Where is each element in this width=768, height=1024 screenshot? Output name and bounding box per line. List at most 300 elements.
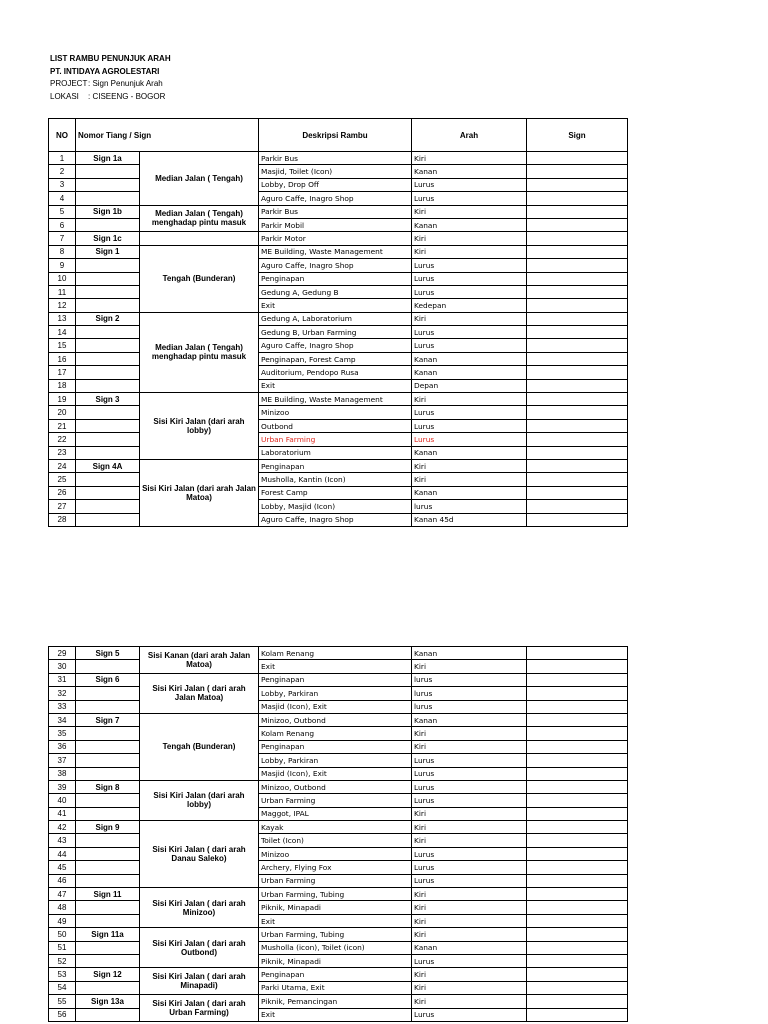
sign-description: Urban Farming, Tubing [259, 928, 412, 941]
row-number: 10 [49, 272, 76, 285]
row-number: 16 [49, 352, 76, 365]
sign-image-cell [527, 754, 628, 767]
sign-location: Tengah (Bunderan) [140, 245, 259, 312]
sign-direction: Lurus [412, 419, 527, 432]
project-label: PROJECT [50, 79, 88, 88]
sign-id: Sign 7 [76, 713, 140, 726]
row-number: 9 [49, 259, 76, 272]
sign-id: Sign 11a [76, 928, 140, 941]
sign-description: Laboratorium [259, 446, 412, 459]
table-row [49, 312, 628, 325]
sign-image-cell [527, 486, 628, 499]
row-number: 32 [49, 687, 76, 700]
sign-image-cell [527, 406, 628, 419]
table-row [49, 954, 628, 967]
sign-direction: Kiri [412, 245, 527, 258]
sign-direction: Kiri [412, 807, 527, 820]
row-number: 29 [49, 647, 76, 660]
table-row [49, 687, 628, 700]
row-number: 43 [49, 834, 76, 847]
sign-image-cell [527, 419, 628, 432]
row-number: 13 [49, 312, 76, 325]
sign-location: Median Jalan ( Tengah) menghadap pintu masuk [140, 205, 259, 232]
row-number: 50 [49, 928, 76, 941]
row-number: 40 [49, 794, 76, 807]
sign-direction: lurus [412, 500, 527, 513]
sign-location [140, 232, 259, 245]
table-row [49, 218, 628, 231]
row-number: 34 [49, 713, 76, 726]
table-row [49, 393, 628, 406]
table-row [49, 794, 628, 807]
table-row [49, 486, 628, 499]
sign-direction: Kiri [412, 393, 527, 406]
sign-image-cell [527, 807, 628, 820]
sign-image-cell [527, 218, 628, 231]
sign-direction: Kiri [412, 914, 527, 927]
row-number: 24 [49, 459, 76, 472]
table-row [49, 713, 628, 726]
table-row [49, 446, 628, 459]
table-row [49, 192, 628, 205]
row-number: 12 [49, 299, 76, 312]
sign-id [76, 366, 140, 379]
sign-table-page-1 [48, 118, 628, 527]
table-row [49, 780, 628, 793]
sign-description: Parki Utama, Exit [259, 981, 412, 994]
sign-direction: Kiri [412, 473, 527, 486]
sign-id: Sign 1a [76, 152, 140, 165]
sign-image-cell [527, 500, 628, 513]
row-number: 17 [49, 366, 76, 379]
sign-image-cell [527, 326, 628, 339]
sign-image-cell [527, 165, 628, 178]
sign-description: Kayak [259, 821, 412, 834]
sign-id [76, 700, 140, 713]
sign-direction: Kiri [412, 821, 527, 834]
row-number: 51 [49, 941, 76, 954]
sign-description: Toilet (Icon) [259, 834, 412, 847]
sign-image-cell [527, 821, 628, 834]
sign-location: Sisi Kiri Jalan ( dari arah Minapadi) [140, 968, 259, 995]
sign-id [76, 981, 140, 994]
row-number: 14 [49, 326, 76, 339]
sign-image-cell [527, 299, 628, 312]
table-row [49, 740, 628, 753]
sign-image-cell [527, 914, 628, 927]
lokasi-line [50, 91, 171, 104]
sign-id: Sign 11 [76, 888, 140, 901]
sign-location: Sisi Kiri Jalan (dari arah lobby) [140, 393, 259, 460]
sign-description: Exit [259, 299, 412, 312]
sign-description: Exit [259, 660, 412, 673]
sign-id [76, 754, 140, 767]
sign-id: Sign 13a [76, 995, 140, 1008]
row-number: 18 [49, 379, 76, 392]
sign-description: Exit [259, 1008, 412, 1021]
sign-id [76, 433, 140, 446]
row-number: 2 [49, 165, 76, 178]
table-row [49, 299, 628, 312]
sign-description: Urban Farming [259, 433, 412, 446]
row-number: 1 [49, 152, 76, 165]
sign-id [76, 259, 140, 272]
sign-description: Outbond [259, 419, 412, 432]
sign-id: Sign 3 [76, 393, 140, 406]
table-row [49, 152, 628, 165]
sign-direction: Lurus [412, 178, 527, 191]
table-row [49, 500, 628, 513]
sign-image-cell [527, 366, 628, 379]
sign-id [76, 861, 140, 874]
project-value: : Sign Penunjuk Arah [88, 79, 163, 88]
table-row [49, 807, 628, 820]
sign-description: Urban Farming [259, 874, 412, 887]
table-row [49, 419, 628, 432]
sign-image-cell [527, 312, 628, 325]
table-row [49, 205, 628, 218]
table-row [49, 754, 628, 767]
sign-image-cell [527, 245, 628, 258]
sign-direction: Kiri [412, 888, 527, 901]
row-number: 44 [49, 847, 76, 860]
sign-id [76, 326, 140, 339]
table-row [49, 673, 628, 686]
sign-image-cell [527, 941, 628, 954]
sign-direction: lurus [412, 673, 527, 686]
sign-image-cell [527, 673, 628, 686]
row-number: 3 [49, 178, 76, 191]
col-header-no: NO [49, 119, 76, 152]
sign-description: Parkir Motor [259, 232, 412, 245]
sign-image-cell [527, 687, 628, 700]
sign-image-cell [527, 861, 628, 874]
row-number: 35 [49, 727, 76, 740]
sign-id [76, 285, 140, 298]
table-row [49, 901, 628, 914]
sign-image-cell [527, 393, 628, 406]
col-header-nomor-tiang: Nomor Tiang / Sign [76, 119, 259, 152]
sign-id [76, 299, 140, 312]
table-row [49, 232, 628, 245]
row-number: 8 [49, 245, 76, 258]
row-number: 26 [49, 486, 76, 499]
row-number: 22 [49, 433, 76, 446]
row-number: 31 [49, 673, 76, 686]
sign-direction: Kiri [412, 740, 527, 753]
sign-description: Lobby, Drop Off [259, 178, 412, 191]
sign-description: Parkir Bus [259, 205, 412, 218]
table-row [49, 888, 628, 901]
sign-image-cell [527, 459, 628, 472]
sign-image-cell [527, 767, 628, 780]
table-row [49, 700, 628, 713]
sign-id [76, 473, 140, 486]
sign-image-cell [527, 272, 628, 285]
company-name: PT. INTIDAYA AGROLESTARI [50, 66, 160, 76]
sign-image-cell [527, 847, 628, 860]
sign-direction: Kiri [412, 205, 527, 218]
table-row [49, 259, 628, 272]
project-line [50, 78, 171, 91]
sign-location: Sisi Kiri Jalan ( dari arah Outbond) [140, 928, 259, 968]
sign-location: Sisi Kanan (dari arah Jalan Matoa) [140, 647, 259, 674]
sign-direction: Kiri [412, 834, 527, 847]
table-row [49, 178, 628, 191]
sign-description: Archery, Flying Fox [259, 861, 412, 874]
sign-id [76, 740, 140, 753]
sign-description: Penginapan [259, 459, 412, 472]
sign-direction: Lurus [412, 767, 527, 780]
sign-id: Sign 6 [76, 673, 140, 686]
sign-description: Urban Farming, Tubing [259, 888, 412, 901]
row-number: 30 [49, 660, 76, 673]
table-row [49, 459, 628, 472]
sign-image-cell [527, 446, 628, 459]
row-number: 19 [49, 393, 76, 406]
sign-id: Sign 2 [76, 312, 140, 325]
sign-id [76, 272, 140, 285]
row-number: 6 [49, 218, 76, 231]
sign-direction: Kiri [412, 928, 527, 941]
table-row [49, 433, 628, 446]
table-row [49, 727, 628, 740]
document-header [50, 53, 171, 103]
sign-id: Sign 1b [76, 205, 140, 218]
sign-description: Minizoo [259, 406, 412, 419]
table-row [49, 834, 628, 847]
row-number: 41 [49, 807, 76, 820]
row-number: 53 [49, 968, 76, 981]
sign-description: Musholla, Kantin (Icon) [259, 473, 412, 486]
sign-image-cell [527, 192, 628, 205]
table-row [49, 285, 628, 298]
sign-id [76, 406, 140, 419]
sign-direction: Kiri [412, 459, 527, 472]
sign-description: Lobby, Parkiran [259, 754, 412, 767]
sign-direction: lurus [412, 700, 527, 713]
table-header-row [49, 119, 628, 152]
table-row [49, 473, 628, 486]
sign-description: Aguro Caffe, Inagro Shop [259, 259, 412, 272]
sign-direction: Lurus [412, 339, 527, 352]
table-row [49, 379, 628, 392]
sign-direction: Depan [412, 379, 527, 392]
row-number: 48 [49, 901, 76, 914]
sign-description: Penginapan [259, 673, 412, 686]
sign-id [76, 767, 140, 780]
row-number: 54 [49, 981, 76, 994]
sign-direction: Lurus [412, 847, 527, 860]
row-number: 25 [49, 473, 76, 486]
table-row [49, 339, 628, 352]
sign-direction: Kanan [412, 941, 527, 954]
sign-id [76, 446, 140, 459]
row-number: 36 [49, 740, 76, 753]
sign-image-cell [527, 205, 628, 218]
row-number: 21 [49, 419, 76, 432]
sign-description: Kolam Renang [259, 647, 412, 660]
sign-image-cell [527, 727, 628, 740]
sign-description: Gedung B, Urban Farming [259, 326, 412, 339]
sign-direction: Lurus [412, 874, 527, 887]
sign-id [76, 192, 140, 205]
sign-image-cell [527, 152, 628, 165]
sign-description: ME Building, Waste Management [259, 245, 412, 258]
row-number: 5 [49, 205, 76, 218]
row-number: 7 [49, 232, 76, 245]
sign-location: Median Jalan ( Tengah) [140, 152, 259, 206]
sign-direction: Kiri [412, 901, 527, 914]
table-row [49, 1008, 628, 1021]
sign-direction: lurus [412, 687, 527, 700]
sign-description: Minizoo, Outbond [259, 713, 412, 726]
sign-description: Aguro Caffe, Inagro Shop [259, 513, 412, 526]
sign-direction: Kiri [412, 232, 527, 245]
table-row [49, 928, 628, 941]
sign-id [76, 874, 140, 887]
sign-id [76, 794, 140, 807]
sign-id [76, 807, 140, 820]
row-number: 39 [49, 780, 76, 793]
sign-image-cell [527, 259, 628, 272]
sign-image-cell [527, 780, 628, 793]
table-row [49, 272, 628, 285]
sign-description: Penginapan [259, 968, 412, 981]
sign-description: Urban Farming [259, 794, 412, 807]
table-row [49, 874, 628, 887]
table-row [49, 847, 628, 860]
sign-id [76, 727, 140, 740]
table-row [49, 352, 628, 365]
table-row [49, 326, 628, 339]
sign-image-cell [527, 339, 628, 352]
row-number: 42 [49, 821, 76, 834]
sign-location: Sisi Kiri Jalan ( dari arah Danau Saleko) [140, 821, 259, 888]
sign-direction: Kanan [412, 352, 527, 365]
sign-direction: Kiri [412, 152, 527, 165]
sign-direction: Lurus [412, 406, 527, 419]
sign-image-cell [527, 352, 628, 365]
row-number: 47 [49, 888, 76, 901]
sign-id [76, 486, 140, 499]
sign-direction: Kanan [412, 165, 527, 178]
sign-image-cell [527, 968, 628, 981]
sign-id [76, 914, 140, 927]
sign-id: Sign 9 [76, 821, 140, 834]
row-number: 56 [49, 1008, 76, 1021]
sign-description: Minizoo [259, 847, 412, 860]
sign-description: Exit [259, 379, 412, 392]
sign-description: Parkir Bus [259, 152, 412, 165]
sign-description: Musholla (icon), Toilet (icon) [259, 941, 412, 954]
row-number: 27 [49, 500, 76, 513]
sign-description: Aguro Caffe, Inagro Shop [259, 339, 412, 352]
sign-id [76, 352, 140, 365]
table-row [49, 406, 628, 419]
sign-direction: Lurus [412, 192, 527, 205]
sign-image-cell [527, 995, 628, 1008]
table-row [49, 513, 628, 526]
sign-location: Tengah (Bunderan) [140, 713, 259, 780]
table-row [49, 941, 628, 954]
row-number: 4 [49, 192, 76, 205]
sign-description: Gedung A, Laboratorium [259, 312, 412, 325]
sign-description: Piknik, Minapadi [259, 954, 412, 967]
table-row [49, 995, 628, 1008]
lokasi-label: LOKASI [50, 91, 79, 101]
lokasi-value: : CISEENG - BOGOR [88, 91, 166, 101]
sign-location: Sisi Kiri Jalan ( dari arah Urban Farming) [140, 995, 259, 1022]
table-row [49, 821, 628, 834]
sign-id: Sign 8 [76, 780, 140, 793]
table-row [49, 366, 628, 379]
sign-description: Exit [259, 914, 412, 927]
table-row [49, 245, 628, 258]
sign-id [76, 901, 140, 914]
sign-direction: Lurus [412, 780, 527, 793]
sign-image-cell [527, 285, 628, 298]
sign-direction: Lurus [412, 272, 527, 285]
sign-direction: Kedepan [412, 299, 527, 312]
row-number: 11 [49, 285, 76, 298]
row-number: 49 [49, 914, 76, 927]
sign-image-cell [527, 232, 628, 245]
sign-direction: Lurus [412, 754, 527, 767]
sign-direction: Kiri [412, 968, 527, 981]
sign-description: Penginapan [259, 740, 412, 753]
row-number: 15 [49, 339, 76, 352]
sign-description: Minizoo, Outbond [259, 780, 412, 793]
sign-location: Sisi Kiri Jalan ( dari arah Jalan Matoa) [140, 673, 259, 713]
row-number: 45 [49, 861, 76, 874]
sign-id: Sign 4A [76, 459, 140, 472]
row-number: 38 [49, 767, 76, 780]
sign-image-cell [527, 178, 628, 191]
sign-image-cell [527, 513, 628, 526]
row-number: 23 [49, 446, 76, 459]
sign-image-cell [527, 794, 628, 807]
sign-direction: Kiri [412, 660, 527, 673]
col-header-sign: Sign [527, 119, 628, 152]
sign-direction: Kanan 45d [412, 513, 527, 526]
sign-description: Forest Camp [259, 486, 412, 499]
sign-id: Sign 1c [76, 232, 140, 245]
sign-id [76, 218, 140, 231]
sign-image-cell [527, 740, 628, 753]
sign-direction: Lurus [412, 433, 527, 446]
sign-id: Sign 12 [76, 968, 140, 981]
sign-id [76, 419, 140, 432]
sign-image-cell [527, 647, 628, 660]
sign-description: Aguro Caffe, Inagro Shop [259, 192, 412, 205]
sign-description: Masjid (Icon), Exit [259, 767, 412, 780]
sign-id [76, 339, 140, 352]
sign-location: Sisi Kiri Jalan ( dari arah Minizoo) [140, 888, 259, 928]
sign-image-cell [527, 901, 628, 914]
sign-id [76, 165, 140, 178]
sign-description: Penginapan [259, 272, 412, 285]
sign-description: Parkir Mobil [259, 218, 412, 231]
sign-image-cell [527, 834, 628, 847]
row-number: 55 [49, 995, 76, 1008]
sign-direction: Kiri [412, 995, 527, 1008]
sign-location: Sisi Kiri Jalan (dari arah lobby) [140, 780, 259, 820]
sign-description: Lobby, Parkiran [259, 687, 412, 700]
sign-image-cell [527, 713, 628, 726]
sign-direction: Kiri [412, 312, 527, 325]
table-row [49, 165, 628, 178]
